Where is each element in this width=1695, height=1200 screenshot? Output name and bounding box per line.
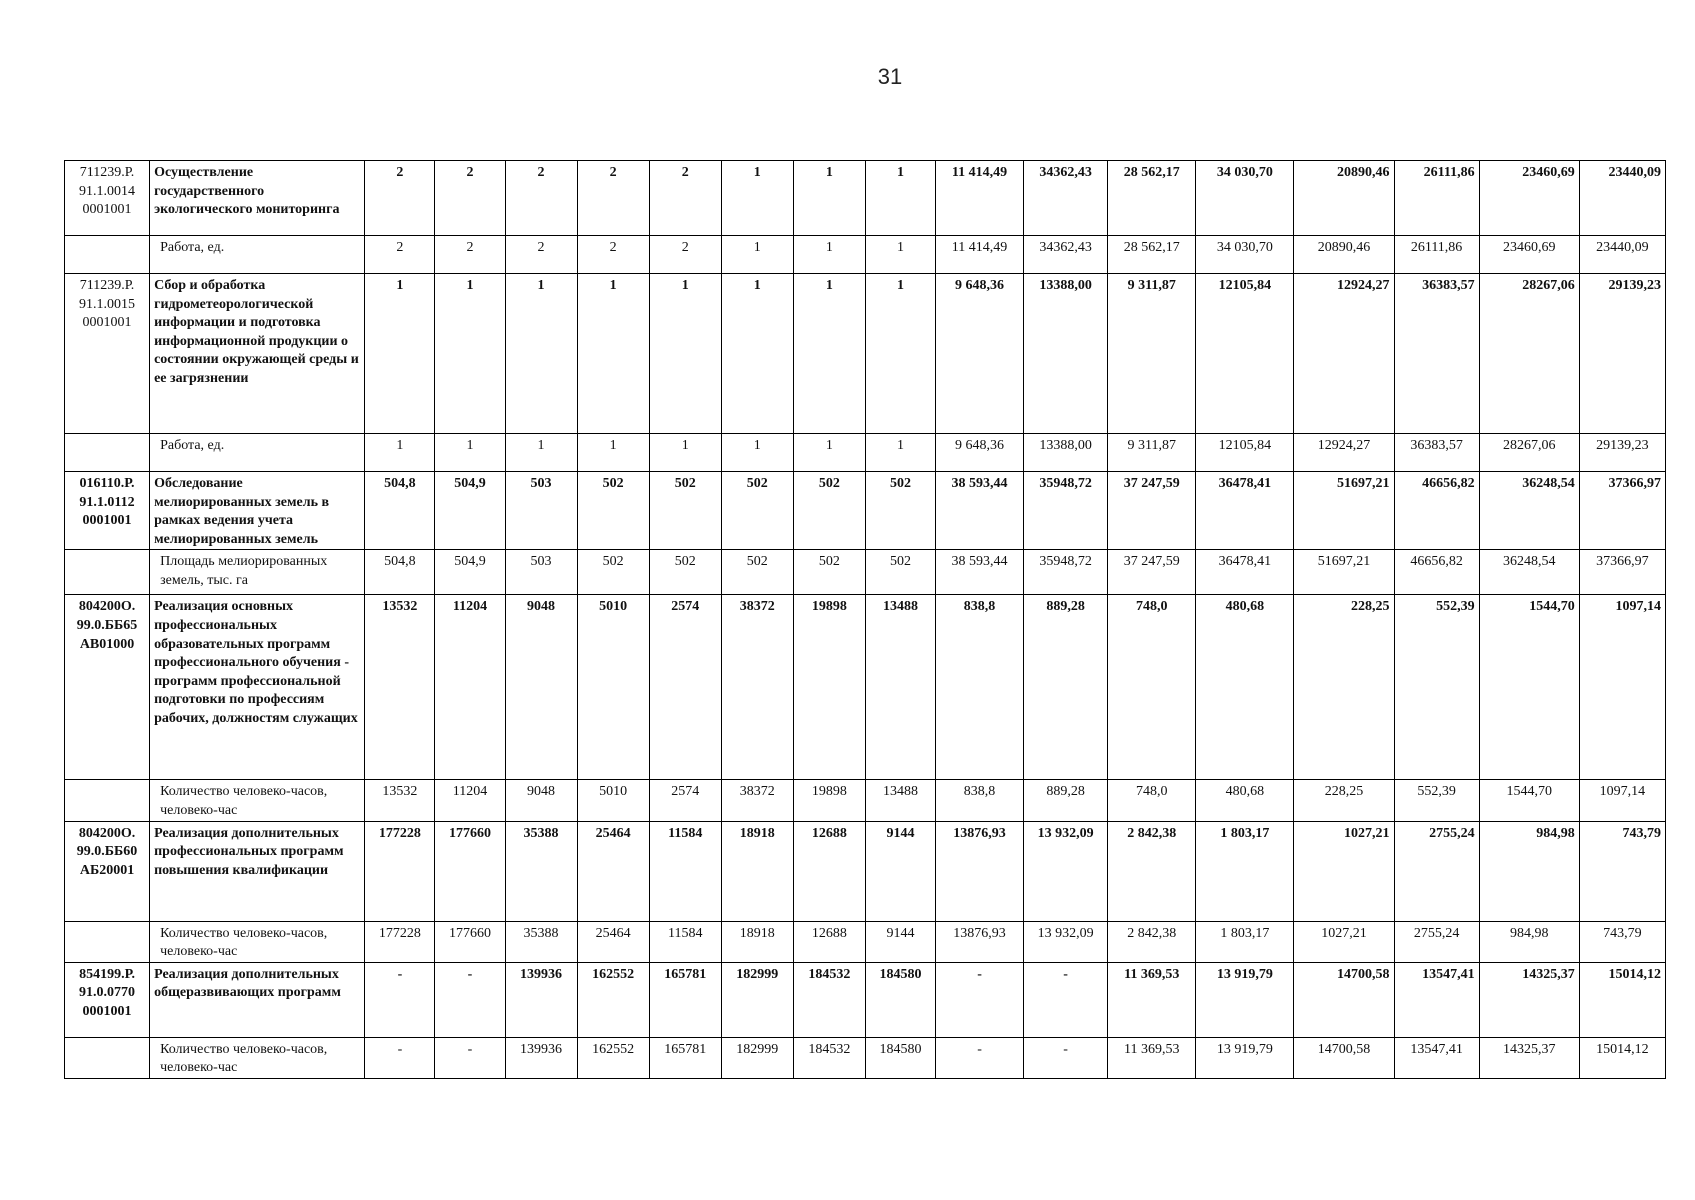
value-cell: 38372	[721, 595, 793, 780]
value-cell: -	[1024, 1037, 1108, 1078]
registry-code-cell: 711239.Р. 91.1.0015 0001001	[65, 274, 150, 434]
value-cell: 1	[505, 434, 577, 472]
value-cell: 743,79	[1579, 921, 1665, 962]
report-table	[64, 160, 1666, 1079]
value-cell: 748,0	[1108, 780, 1196, 821]
value-cell: 177228	[365, 921, 435, 962]
value-cell: 23460,69	[1479, 161, 1579, 236]
value-cell: 1	[649, 274, 721, 434]
value-cell: 9144	[865, 921, 935, 962]
value-cell: 13532	[365, 595, 435, 780]
value-cell: 1	[577, 274, 649, 434]
unit-row	[65, 550, 1666, 595]
value-cell: 1	[435, 274, 505, 434]
value-cell: 20890,46	[1294, 161, 1394, 236]
value-cell: 36248,54	[1479, 550, 1579, 595]
registry-code-cell	[65, 921, 150, 962]
value-cell: 139936	[505, 1037, 577, 1078]
value-cell: 25464	[577, 921, 649, 962]
value-cell: -	[435, 962, 505, 1037]
service-row	[65, 472, 1666, 550]
value-cell: 14325,37	[1479, 962, 1579, 1037]
value-cell: 9048	[505, 595, 577, 780]
value-cell: 28267,06	[1479, 274, 1579, 434]
service-row	[65, 962, 1666, 1037]
value-cell: 13 932,09	[1024, 821, 1108, 921]
value-cell: 1	[793, 434, 865, 472]
value-cell: 34362,43	[1024, 161, 1108, 236]
value-cell: 1544,70	[1479, 595, 1579, 780]
unit-row	[65, 236, 1666, 274]
value-cell: 177660	[435, 821, 505, 921]
value-cell: 14325,37	[1479, 1037, 1579, 1078]
value-cell: 177228	[365, 821, 435, 921]
value-cell: 11584	[649, 921, 721, 962]
value-cell: -	[435, 1037, 505, 1078]
value-cell: 13876,93	[935, 821, 1023, 921]
value-cell: 36478,41	[1196, 472, 1294, 550]
value-cell: 9 311,87	[1108, 274, 1196, 434]
value-cell: 889,28	[1024, 780, 1108, 821]
value-cell: 9 311,87	[1108, 434, 1196, 472]
value-cell: 184580	[865, 962, 935, 1037]
value-cell: -	[935, 962, 1023, 1037]
value-cell: 2 842,38	[1108, 921, 1196, 962]
value-cell: 1	[793, 274, 865, 434]
service-name-cell: Обследование мелиорированных земель в рамках ведения учета мелиорированных земель	[150, 472, 365, 550]
value-cell: 228,25	[1294, 595, 1394, 780]
unit-row	[65, 780, 1666, 821]
value-cell: 11 369,53	[1108, 1037, 1196, 1078]
unit-name-cell: Площадь мелиорированных земель, тыс. га	[150, 550, 365, 595]
value-cell: 14700,58	[1294, 1037, 1394, 1078]
value-cell: 2	[505, 161, 577, 236]
value-cell: 480,68	[1196, 780, 1294, 821]
value-cell: 984,98	[1479, 921, 1579, 962]
value-cell: 1027,21	[1294, 921, 1394, 962]
value-cell: 139936	[505, 962, 577, 1037]
value-cell: 502	[577, 550, 649, 595]
value-cell: 18918	[721, 821, 793, 921]
value-cell: 984,98	[1479, 821, 1579, 921]
value-cell: 23440,09	[1579, 236, 1665, 274]
value-cell: 28267,06	[1479, 434, 1579, 472]
unit-name-cell: Работа, ед.	[150, 434, 365, 472]
value-cell: 1	[865, 161, 935, 236]
value-cell: 2	[649, 236, 721, 274]
service-row	[65, 161, 1666, 236]
value-cell: 11 414,49	[935, 161, 1023, 236]
value-cell: 13388,00	[1024, 274, 1108, 434]
value-cell: 162552	[577, 1037, 649, 1078]
unit-name-cell: Количество человеко-часов, человеко-час	[150, 921, 365, 962]
value-cell: 502	[649, 550, 721, 595]
registry-code-cell: 804200О. 99.0.ББ65 АВ01000	[65, 595, 150, 780]
registry-code-cell	[65, 236, 150, 274]
unit-row	[65, 921, 1666, 962]
value-cell: 184532	[793, 962, 865, 1037]
value-cell: 13547,41	[1394, 962, 1479, 1037]
value-cell: 748,0	[1108, 595, 1196, 780]
value-cell: 36383,57	[1394, 274, 1479, 434]
value-cell: 5010	[577, 780, 649, 821]
value-cell: 13547,41	[1394, 1037, 1479, 1078]
value-cell: 162552	[577, 962, 649, 1037]
service-row	[65, 274, 1666, 434]
value-cell: 19898	[793, 780, 865, 821]
value-cell: 51697,21	[1294, 550, 1394, 595]
value-cell: 184580	[865, 1037, 935, 1078]
value-cell: 504,8	[365, 472, 435, 550]
value-cell: 1	[721, 274, 793, 434]
unit-row	[65, 1037, 1666, 1078]
value-cell: 502	[721, 472, 793, 550]
value-cell: 19898	[793, 595, 865, 780]
registry-code-cell: 711239.Р. 91.1.0014 0001001	[65, 161, 150, 236]
service-name-cell: Осуществление государственного экологического мониторинга	[150, 161, 365, 236]
value-cell: 12688	[793, 921, 865, 962]
value-cell: 29139,23	[1579, 434, 1665, 472]
value-cell: 504,8	[365, 550, 435, 595]
value-cell: 1	[793, 161, 865, 236]
value-cell: 1027,21	[1294, 821, 1394, 921]
value-cell: 502	[721, 550, 793, 595]
value-cell: 26111,86	[1394, 161, 1479, 236]
unit-row	[65, 434, 1666, 472]
value-cell: 12924,27	[1294, 274, 1394, 434]
value-cell: 13 919,79	[1196, 1037, 1294, 1078]
value-cell: 1	[865, 274, 935, 434]
value-cell: 36478,41	[1196, 550, 1294, 595]
registry-code-cell	[65, 780, 150, 821]
value-cell: 13532	[365, 780, 435, 821]
value-cell: 165781	[649, 1037, 721, 1078]
value-cell: 9 648,36	[935, 274, 1023, 434]
value-cell: 37 247,59	[1108, 550, 1196, 595]
value-cell: 38 593,44	[935, 550, 1023, 595]
value-cell: 35388	[505, 921, 577, 962]
value-cell: 838,8	[935, 595, 1023, 780]
value-cell: 2574	[649, 595, 721, 780]
value-cell: 18918	[721, 921, 793, 962]
service-name-cell: Сбор и обработка гидрометеорологической информации и подготовка информационной продукции о состоянии окружающей среды и ее загрязнении	[150, 274, 365, 434]
value-cell: 28 562,17	[1108, 161, 1196, 236]
registry-code-cell: 016110.Р. 91.1.0112 0001001	[65, 472, 150, 550]
value-cell: 11 369,53	[1108, 962, 1196, 1037]
value-cell: 228,25	[1294, 780, 1394, 821]
value-cell: 502	[793, 472, 865, 550]
value-cell: 11584	[649, 821, 721, 921]
value-cell: 2	[365, 161, 435, 236]
value-cell: 1	[721, 236, 793, 274]
value-cell: 1 803,17	[1196, 821, 1294, 921]
value-cell: 552,39	[1394, 595, 1479, 780]
value-cell: 2574	[649, 780, 721, 821]
service-name-cell: Реализация дополнительных общеразвивающих программ	[150, 962, 365, 1037]
value-cell: 13388,00	[1024, 434, 1108, 472]
value-cell: 34 030,70	[1196, 236, 1294, 274]
value-cell: 743,79	[1579, 821, 1665, 921]
value-cell: 20890,46	[1294, 236, 1394, 274]
value-cell: 2	[577, 236, 649, 274]
value-cell: 37366,97	[1579, 472, 1665, 550]
value-cell: 1	[865, 236, 935, 274]
unit-name-cell: Работа, ед.	[150, 236, 365, 274]
value-cell: 2755,24	[1394, 921, 1479, 962]
unit-name-cell: Количество человеко-часов, человеко-час	[150, 1037, 365, 1078]
value-cell: -	[365, 962, 435, 1037]
value-cell: 9144	[865, 821, 935, 921]
value-cell: 34 030,70	[1196, 161, 1294, 236]
value-cell: 838,8	[935, 780, 1023, 821]
registry-code-cell: 854199.Р. 91.0.0770 0001001	[65, 962, 150, 1037]
value-cell: -	[1024, 962, 1108, 1037]
value-cell: 13488	[865, 780, 935, 821]
value-cell: 9048	[505, 780, 577, 821]
value-cell: 37366,97	[1579, 550, 1665, 595]
value-cell: 35388	[505, 821, 577, 921]
value-cell: 1544,70	[1479, 780, 1579, 821]
value-cell: 51697,21	[1294, 472, 1394, 550]
value-cell: 2	[435, 161, 505, 236]
value-cell: 11204	[435, 595, 505, 780]
value-cell: 12688	[793, 821, 865, 921]
value-cell: 35948,72	[1024, 472, 1108, 550]
value-cell: 2	[505, 236, 577, 274]
value-cell: 36383,57	[1394, 434, 1479, 472]
value-cell: 2	[577, 161, 649, 236]
value-cell: 46656,82	[1394, 472, 1479, 550]
value-cell: 1	[793, 236, 865, 274]
registry-code-cell: 804200О. 99.0.ББ60 АБ20001	[65, 821, 150, 921]
value-cell: 1	[435, 434, 505, 472]
value-cell: 12105,84	[1196, 274, 1294, 434]
value-cell: 5010	[577, 595, 649, 780]
value-cell: 29139,23	[1579, 274, 1665, 434]
value-cell: 502	[865, 472, 935, 550]
value-cell: 2	[365, 236, 435, 274]
value-cell: 182999	[721, 962, 793, 1037]
value-cell: 23440,09	[1579, 161, 1665, 236]
value-cell: 9 648,36	[935, 434, 1023, 472]
value-cell: 13 932,09	[1024, 921, 1108, 962]
value-cell: 184532	[793, 1037, 865, 1078]
value-cell: 38372	[721, 780, 793, 821]
service-name-cell: Реализация основных профессиональных образовательных программ профессионального обучения - программ профессиональной подготовки по профессиям рабочих, должностям служащих	[150, 595, 365, 780]
value-cell: 1097,14	[1579, 595, 1665, 780]
value-cell: 26111,86	[1394, 236, 1479, 274]
registry-code-cell	[65, 1037, 150, 1078]
value-cell: 2 842,38	[1108, 821, 1196, 921]
value-cell: 1	[505, 274, 577, 434]
value-cell: 34362,43	[1024, 236, 1108, 274]
value-cell: 504,9	[435, 550, 505, 595]
value-cell: 1 803,17	[1196, 921, 1294, 962]
value-cell: 177660	[435, 921, 505, 962]
value-cell: 46656,82	[1394, 550, 1479, 595]
value-cell: 35948,72	[1024, 550, 1108, 595]
value-cell: 889,28	[1024, 595, 1108, 780]
value-cell: 15014,12	[1579, 1037, 1665, 1078]
value-cell: 13876,93	[935, 921, 1023, 962]
value-cell: 503	[505, 472, 577, 550]
value-cell: 503	[505, 550, 577, 595]
value-cell: 11 414,49	[935, 236, 1023, 274]
value-cell: 12105,84	[1196, 434, 1294, 472]
value-cell: 38 593,44	[935, 472, 1023, 550]
value-cell: 12924,27	[1294, 434, 1394, 472]
service-name-cell: Реализация дополнительных профессиональных программ повышения квалификации	[150, 821, 365, 921]
registry-code-cell	[65, 550, 150, 595]
value-cell: 1097,14	[1579, 780, 1665, 821]
value-cell: 28 562,17	[1108, 236, 1196, 274]
value-cell: -	[365, 1037, 435, 1078]
value-cell: 502	[577, 472, 649, 550]
service-row	[65, 821, 1666, 921]
value-cell: 13488	[865, 595, 935, 780]
value-cell: 13 919,79	[1196, 962, 1294, 1037]
value-cell: 504,9	[435, 472, 505, 550]
value-cell: 37 247,59	[1108, 472, 1196, 550]
value-cell: 14700,58	[1294, 962, 1394, 1037]
value-cell: 15014,12	[1579, 962, 1665, 1037]
service-row	[65, 595, 1666, 780]
value-cell: 36248,54	[1479, 472, 1579, 550]
value-cell: 502	[793, 550, 865, 595]
value-cell: 502	[865, 550, 935, 595]
value-cell: -	[935, 1037, 1023, 1078]
value-cell: 1	[365, 434, 435, 472]
value-cell: 1	[721, 161, 793, 236]
unit-name-cell: Количество человеко-часов, человеко-час	[150, 780, 365, 821]
value-cell: 552,39	[1394, 780, 1479, 821]
value-cell: 165781	[649, 962, 721, 1037]
value-cell: 1	[865, 434, 935, 472]
page-number: 31	[877, 64, 903, 89]
value-cell: 1	[365, 274, 435, 434]
report-body	[65, 161, 1666, 1079]
value-cell: 1	[721, 434, 793, 472]
value-cell: 11204	[435, 780, 505, 821]
value-cell: 2	[435, 236, 505, 274]
value-cell: 23460,69	[1479, 236, 1579, 274]
value-cell: 1	[577, 434, 649, 472]
registry-code-cell	[65, 434, 150, 472]
value-cell: 480,68	[1196, 595, 1294, 780]
value-cell: 1	[649, 434, 721, 472]
value-cell: 502	[649, 472, 721, 550]
value-cell: 2755,24	[1394, 821, 1479, 921]
value-cell: 182999	[721, 1037, 793, 1078]
value-cell: 2	[649, 161, 721, 236]
value-cell: 25464	[577, 821, 649, 921]
